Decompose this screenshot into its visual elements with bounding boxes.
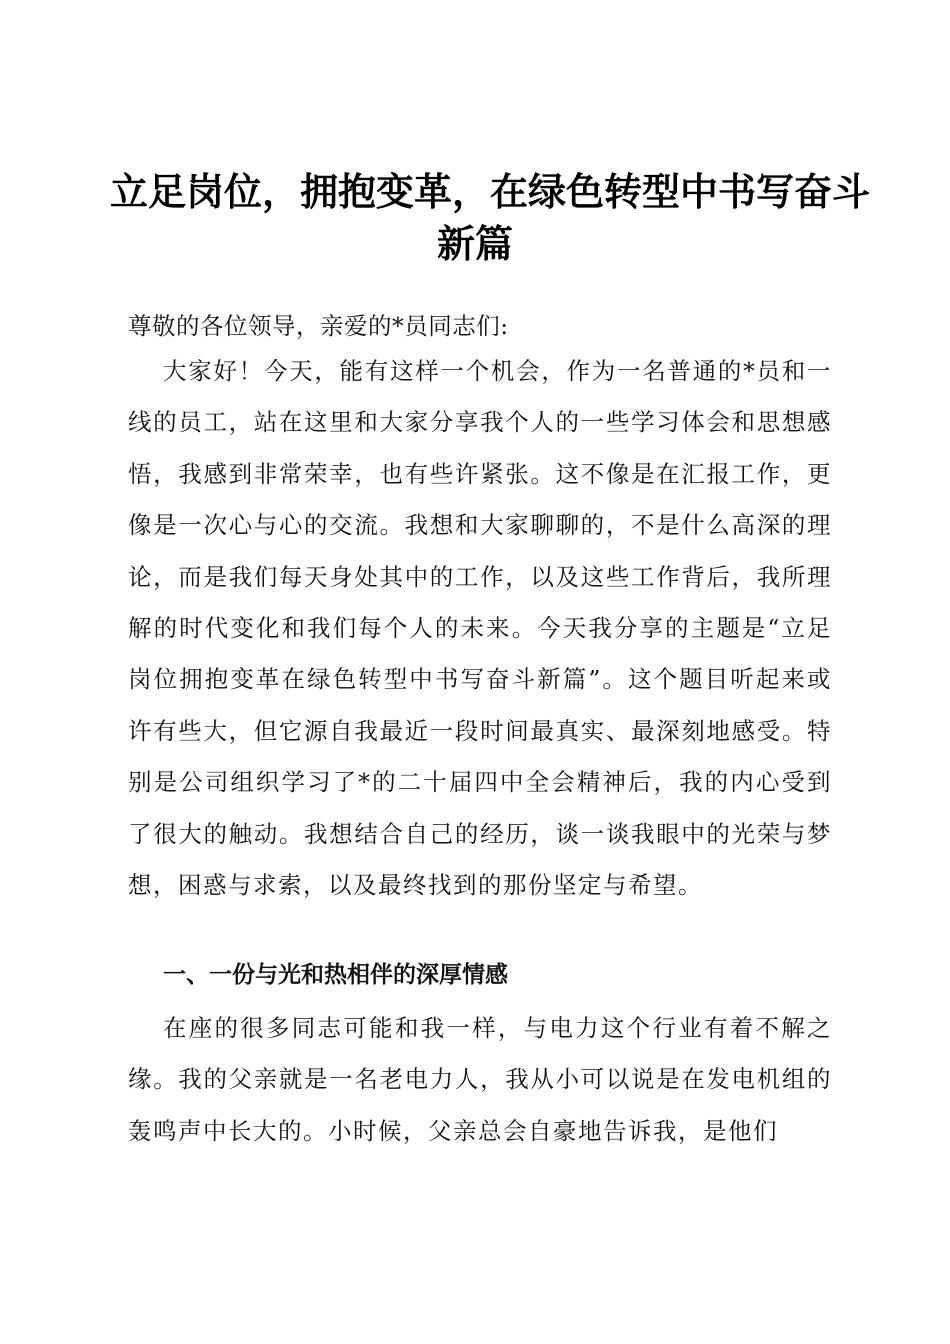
document-title-line-2: 新篇 — [436, 221, 513, 266]
paragraph-intro: 大家好！今天，能有这样一个机会，作为一名普通的*员和一线的员工，站在这里和大家分享我个人的一些学习体会和思想感悟，我感到非常荣幸，也有些许紧张。这不像是在汇报工作，更像是一次心与心的交流。我想和大家聊聊的，不是什么高深的理论，而是我们每天身处其中的工作，以及这些工作背后，我所理解的时代变化和我们每个人的未来。今天我分享的主题是“立足岗位拥抱变革在绿色转型中书写奋斗新篇”。这个题目听起来或许有些大，但它源自我最近一段时间最真实、最深刻地感受。特别是公司组织学习了*的二十届四中全会精神后，我的内心受到了很大的触动。我想结合自己的经历，谈一谈我眼中的光荣与梦想，困惑与求索，以及最终找到的那份坚定与希望。 — [128, 357, 832, 900]
document-title-line-1: 立足岗位，拥抱变革，在绿色转型中书写奋斗 — [110, 169, 871, 214]
section-heading-1: 一、一份与光和热相伴的深厚情感 — [163, 962, 508, 988]
paragraph-section-1: 在座的很多同志可能和我一样，与电力这个行业有着不解之缘。我的父亲就是一名老电力人，我从小可以说是在发电机组的轰鸣声中长大的。小时候，父亲总会自豪地告诉我，是他们 — [128, 1014, 832, 1145]
salutation: 尊敬的各位领导，亲爱的*员同志们: — [128, 312, 509, 340]
